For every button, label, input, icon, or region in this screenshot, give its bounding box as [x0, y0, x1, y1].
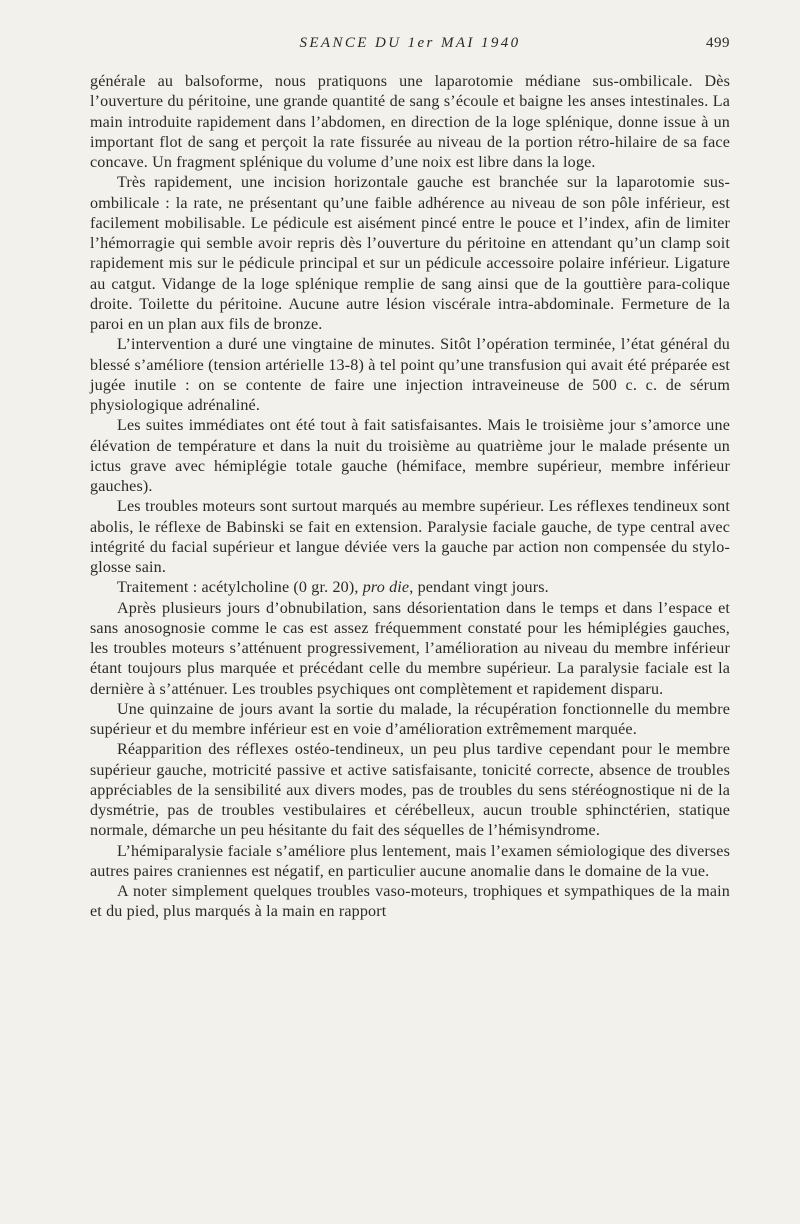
paragraph-7: Après plusieurs jours d’obnubilation, sans désorientation dans le temps et dans l’espace et sans anosognosie comme le cas est assez fréquemment constaté pour les hémiplégies gauches, les troubles moteurs s’atténuent progressivement, l’amélioration au niveau du membre inférieur étant toujours plus marquée et précédant celle du membre supérieur. La paralysie faciale est la dernière à s’atténuer. Les troubles psychiques ont complètement et rapidement disparu.	[90, 599, 730, 698]
paragraph-1: générale au balsoforme, nous pratiquons une laparotomie médiane sus-ombilicale. Dès l’ouverture du péritoine, une grande quantité de sang s’écoule et baigne les anses intestinales. La main introduite rapidement dans l’abdomen, en direction de la loge splénique, donne issue à un important flot de sang et perçoit la rate fissurée au niveau de la portion rétro-hilaire de sa face concave. Un fragment splénique du volume d’une noix est libre dans la loge.	[90, 73, 730, 171]
latin-term: pro die	[362, 579, 410, 597]
paragraph-5: Les troubles moteurs sont surtout marqués au membre supérieur. Les réflexes tendineux sont abolis, le réflexe de Babinski se fait en extension. Paralysie faciale gauche, de type central avec intégrité du facial supérieur et langue déviée vers la gauche par action non compensée du stylo-glosse sain.	[90, 498, 730, 576]
running-title: SEANCE DU 1er MAI 1940	[299, 35, 521, 51]
running-header	[90, 32, 730, 58]
paragraph-8: Une quinzaine de jours avant la sortie du malade, la récupération fonctionnelle du membre supérieur et du membre inférieur est en voie d’amélioration extrêmement marquée.	[90, 700, 730, 738]
treatment-text: Traitement : acétylcholine (0 gr. 20),	[117, 579, 363, 597]
page-number: 499	[706, 35, 730, 51]
paragraph-4: Les suites immédiates ont été tout à fait satisfaisantes. Mais le troisième jour s’amorce une élévation de température et dans la nuit du troisième au quatrième jour le malade présente un ictus grave avec hémiplégie totale gauche (hémiface, membre supérieur, membre inférieur gauches).	[90, 417, 730, 495]
paragraph-9: Réapparition des réflexes ostéo-tendineux, un peu plus tardive cependant pour le membre supérieur gauche, motricité passive et active satisfaisante, tonicité correcte, absence de troubles appréciables de la sensibilité aux divers modes, pas de troubles du sens stéréognostique ni de la dysmétrie, pas de troubles vestibulaires et cérébelleux, aucun trouble sphinctérien, statique normale, démarche un peu hésitante du fait des séquelles de l’hémisyndrome.	[90, 741, 730, 840]
treatment-duration: , pendant vingt jours.	[409, 579, 549, 597]
paragraph-10: L’hémiparalysie faciale s’améliore plus lentement, mais l’examen sémiologique des diverses autres paires craniennes est négatif, en particulier aucune anomalie dans le domaine de la vue.	[90, 842, 730, 880]
paragraph-11: A noter simplement quelques troubles vaso-moteurs, trophiques et sympathiques de la main et du pied, plus marqués à la main en rapport	[90, 883, 730, 921]
paragraph-2: Très rapidement, une incision horizontale gauche est branchée sur la laparotomie sus-ombilicale : la rate, ne présentant qu’une faible adhérence au niveau de son pôle inférieur, est facilement mobilisable. Le pédicule est aisément pincé entre le pouce et l’index, afin de limiter l’hémorragie qui semble avoir repris dès l’ouverture du péritoine en attendant qu’un clamp soit rapidement mis sur le pédicule principal et sur un pédicule accessoire polaire inférieur. Ligature au catgut. Vidange de la loge splénique remplie de sang ainsi que de la gouttière para-colique droite. Toilette du péritoine. Aucune autre lésion viscérale intra-abdominale. Fermeture de la paroi en un plan aux fils de bronze.	[90, 174, 730, 333]
paragraph-3: L’intervention a duré une vingtaine de minutes. Sitôt l’opération terminée, l’état général du blessé s’améliore (tension artérielle 13-8) à tel point qu’une transfusion qui avait été préparée est jugée inutile : on se contente de faire une injection intraveineuse de 500 c. c. de sérum physiologique adrénaliné.	[90, 336, 730, 414]
body-text	[90, 72, 730, 923]
paragraph-6	[90, 578, 730, 598]
